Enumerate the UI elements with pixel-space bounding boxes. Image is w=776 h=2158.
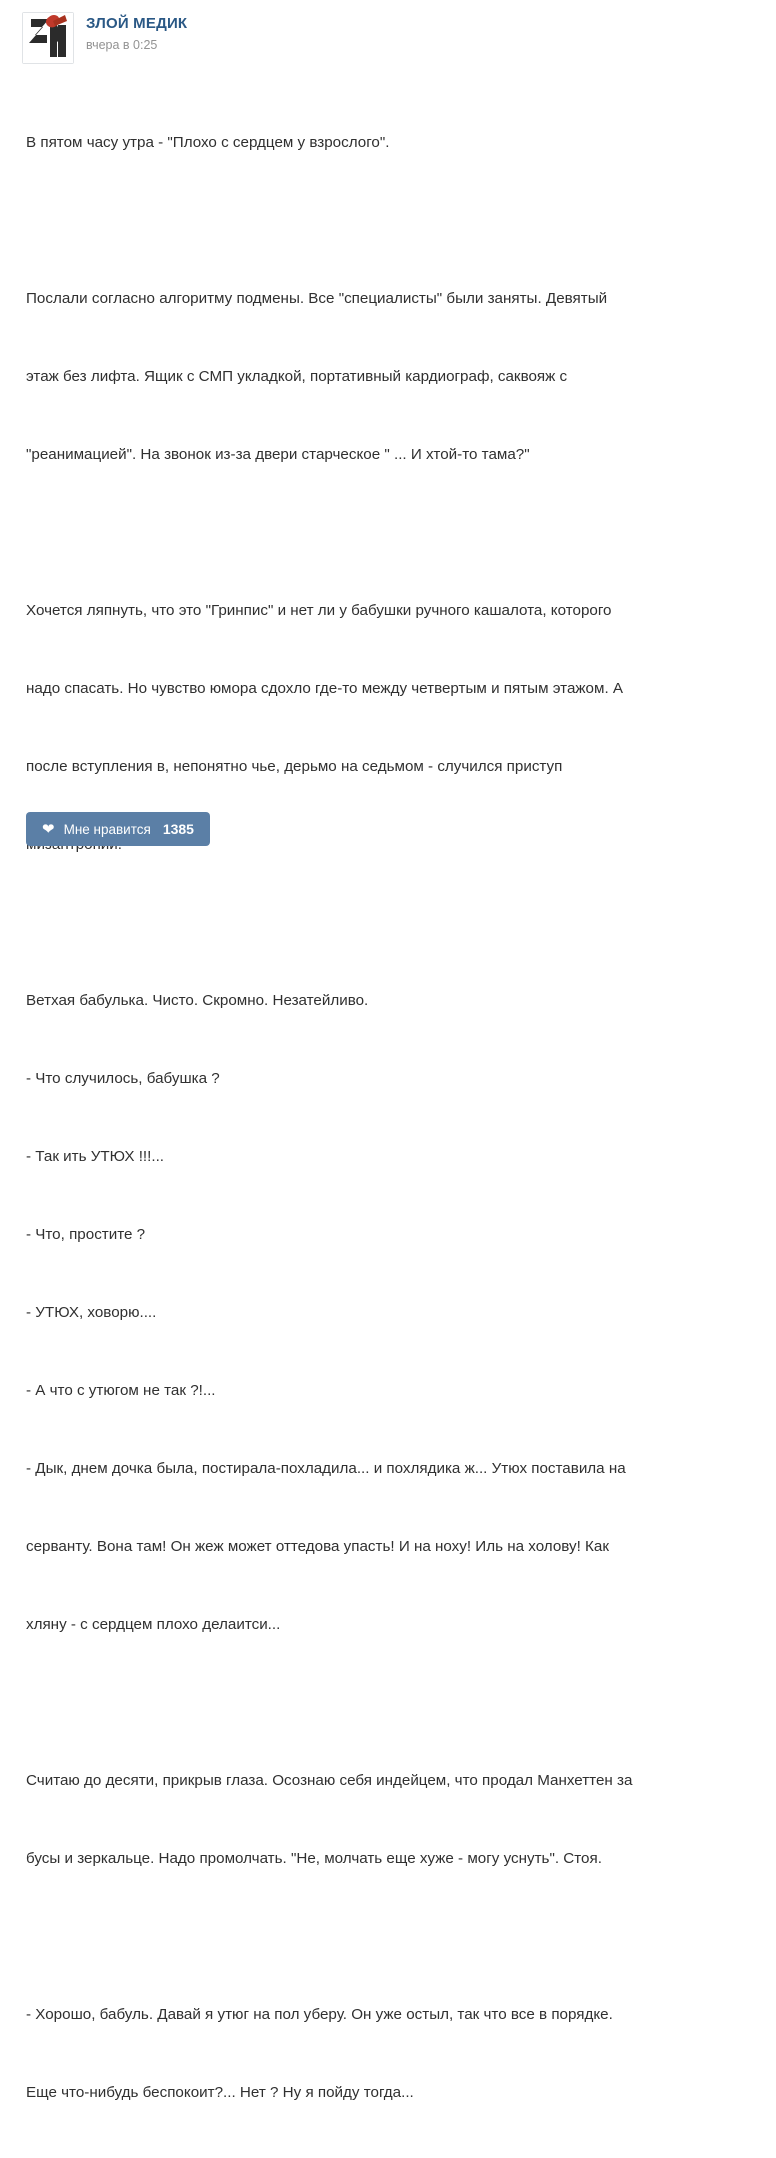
text-line: Считаю до десяти, прикрыв глаза. Осознаю себя индейцем, что продал Манхеттен за <box>26 1772 633 1789</box>
text-line: В пятом часу утра - "Плохо с сердцем у взрослого". <box>26 134 390 151</box>
text-line: - Что случилось, бабушка ? <box>26 1070 220 1087</box>
post-date[interactable]: вчера в 0:25 <box>86 38 158 52</box>
text-line: этаж без лифта. Ящик с СМП укладкой, портативный кардиограф, саквояж с <box>26 368 568 385</box>
heart-icon: ❤ <box>42 820 55 838</box>
post-paragraph <box>26 936 742 1690</box>
text-line: "реанимацией". На звонок из-за двери старческое " ... И хтой-то тама?" <box>26 446 530 463</box>
logo-icon <box>23 13 73 63</box>
text-line: серванту. Вона там! Он жеж может оттедова упасть! И на ноху! Иль на холову! Как <box>26 1538 609 1555</box>
avatar[interactable] <box>22 12 74 64</box>
post-author[interactable]: ЗЛОЙ МЕДИК <box>86 15 188 32</box>
text-line: надо спасать. Но чувство юмора сдохло где-то между четвертым и пятым этажом. А <box>26 680 624 697</box>
post-meta <box>86 12 187 53</box>
text-line: - Хорошо, бабуль. Давай я утюг на пол уберу. Он уже остыл, так что все в порядке. <box>26 2006 613 2023</box>
post-header <box>0 0 776 62</box>
text-line: бусы и зеркальце. Надо промолчать. "Не, молчать еще хуже - могу уснуть". Стоя. <box>26 1850 602 1867</box>
text-line: - УТЮХ, ховорю.... <box>26 1304 157 1321</box>
text-line: Послали согласно алгоритму подмены. Все "специалисты" были заняты. Девятый <box>26 290 608 307</box>
post-paragraph <box>26 546 742 910</box>
text-line: - Так ить УТЮХ !!!... <box>26 1148 165 1165</box>
text-line: после вступления в, непонятно чье, дерьмо на седьмом - случился приступ <box>26 758 563 775</box>
text-line: Ветхая бабулька. Чисто. Скромно. Незатейливо. <box>26 992 369 1009</box>
like-label: Мне нравится <box>63 821 151 837</box>
text-line: - Дык, днем дочка была, постирала-похладила... и похлядика ж... Утюх поставила на <box>26 1460 626 1477</box>
post-paragraph <box>26 234 742 520</box>
text-line: Хочется ляпнуть, что это "Гринпис" и нет ли у бабушки ручного кашалота, которого <box>26 602 612 619</box>
text-line: хляну - с сердцем плохо делаитси... <box>26 1616 281 1633</box>
post-paragraph <box>26 1950 742 2158</box>
text-line: - Что, простите ? <box>26 1226 146 1243</box>
post-paragraph <box>26 78 742 208</box>
like-count: 1385 <box>162 821 194 837</box>
post-text <box>0 62 776 2158</box>
text-line: Еще что-нибудь беспокоит?... Нет ? Ну я пойду тогда... <box>26 2084 414 2101</box>
post-footer <box>26 812 210 846</box>
post-paragraph <box>26 1716 742 1924</box>
text-line: - А что с утюгом не так ?!... <box>26 1382 216 1399</box>
like-button[interactable] <box>26 812 210 846</box>
